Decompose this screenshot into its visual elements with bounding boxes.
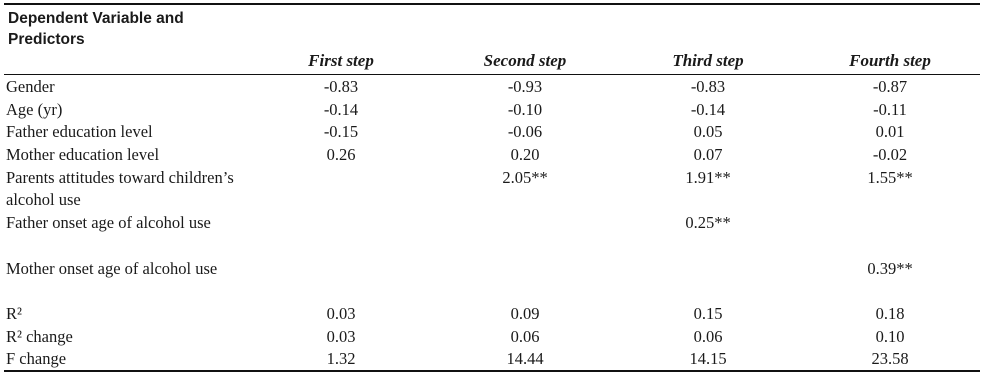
cell-first-step: -0.14 bbox=[323, 99, 359, 119]
row-label: Gender bbox=[6, 77, 55, 96]
table-row-mother-onset-age bbox=[4, 258, 980, 303]
cell-fourth-step: 1.55** bbox=[867, 167, 913, 187]
row-label: F change bbox=[6, 349, 67, 369]
cell-fourth-step: 23.58 bbox=[871, 349, 909, 369]
table-top-rule bbox=[4, 3, 980, 5]
cell-third-step: -0.83 bbox=[690, 77, 726, 96]
row-label: Age (yr) bbox=[6, 99, 63, 119]
column-header-first-step: First step bbox=[308, 51, 374, 70]
table-row-age bbox=[4, 99, 980, 122]
cell-fourth-step: -0.87 bbox=[872, 77, 908, 96]
cell-second-step: 14.44 bbox=[506, 349, 544, 369]
cell-third-step: 14.15 bbox=[689, 349, 727, 369]
cell-fourth-step: 0.18 bbox=[875, 303, 905, 323]
row-label: Mother education level bbox=[6, 145, 160, 165]
table-body bbox=[4, 76, 980, 371]
table-header-label: Dependent Variable and Predictors bbox=[8, 10, 184, 48]
table-header-rule bbox=[4, 74, 980, 75]
cell-second-step: -0.06 bbox=[507, 122, 543, 142]
cell-fourth-step: -0.02 bbox=[872, 145, 908, 165]
row-label: Father education level bbox=[6, 122, 153, 142]
row-label: R² change bbox=[6, 326, 73, 346]
cell-second-step: 0.09 bbox=[510, 303, 540, 323]
cell-first-step: 1.32 bbox=[326, 349, 356, 369]
cell-fourth-step: -0.11 bbox=[873, 99, 907, 119]
cell-third-step: 0.06 bbox=[693, 326, 723, 346]
cell-second-step: 2.05** bbox=[502, 167, 548, 187]
cell-third-step: -0.14 bbox=[690, 99, 726, 119]
table-row-r-squared bbox=[4, 303, 980, 326]
cell-fourth-step: 0.39** bbox=[867, 258, 913, 278]
cell-second-step: -0.10 bbox=[507, 99, 543, 119]
row-label: Parents attitudes toward children’s alcohol use bbox=[6, 167, 234, 210]
table-row-mother-education bbox=[4, 144, 980, 167]
cell-third-step: 0.15 bbox=[693, 303, 723, 323]
cell-third-step: 0.25** bbox=[685, 213, 731, 233]
table-row-parents-attitudes bbox=[4, 167, 980, 212]
cell-third-step: 0.07 bbox=[693, 145, 723, 165]
table-row-father-onset-age bbox=[4, 212, 980, 257]
table-bottom-rule bbox=[4, 370, 980, 372]
cell-fourth-step: 0.01 bbox=[875, 122, 905, 142]
table-row-r-squared-change bbox=[4, 326, 980, 349]
row-label: Father onset age of alcohol use bbox=[6, 213, 211, 233]
cell-second-step: -0.93 bbox=[507, 77, 543, 96]
table-row-f-change bbox=[4, 348, 980, 371]
cell-first-step: 0.03 bbox=[326, 326, 356, 346]
cell-first-step: 0.26 bbox=[326, 145, 356, 165]
column-header-third-step: Third step bbox=[672, 51, 744, 70]
column-header-second-step: Second step bbox=[483, 51, 567, 70]
cell-first-step: -0.15 bbox=[323, 122, 359, 142]
cell-fourth-step: 0.10 bbox=[875, 326, 905, 346]
cell-second-step: 0.20 bbox=[510, 145, 540, 165]
row-label: R² bbox=[6, 303, 22, 323]
cell-second-step: 0.06 bbox=[510, 326, 540, 346]
cell-first-step: -0.83 bbox=[323, 77, 359, 96]
cell-third-step: 0.05 bbox=[693, 122, 723, 142]
table-row-gender bbox=[4, 76, 980, 99]
column-header-fourth-step: Fourth step bbox=[849, 51, 931, 70]
cell-third-step: 1.91** bbox=[685, 167, 731, 187]
row-label: Mother onset age of alcohol use bbox=[6, 258, 218, 278]
table-row-father-education bbox=[4, 121, 980, 144]
cell-first-step: 0.03 bbox=[326, 303, 356, 323]
